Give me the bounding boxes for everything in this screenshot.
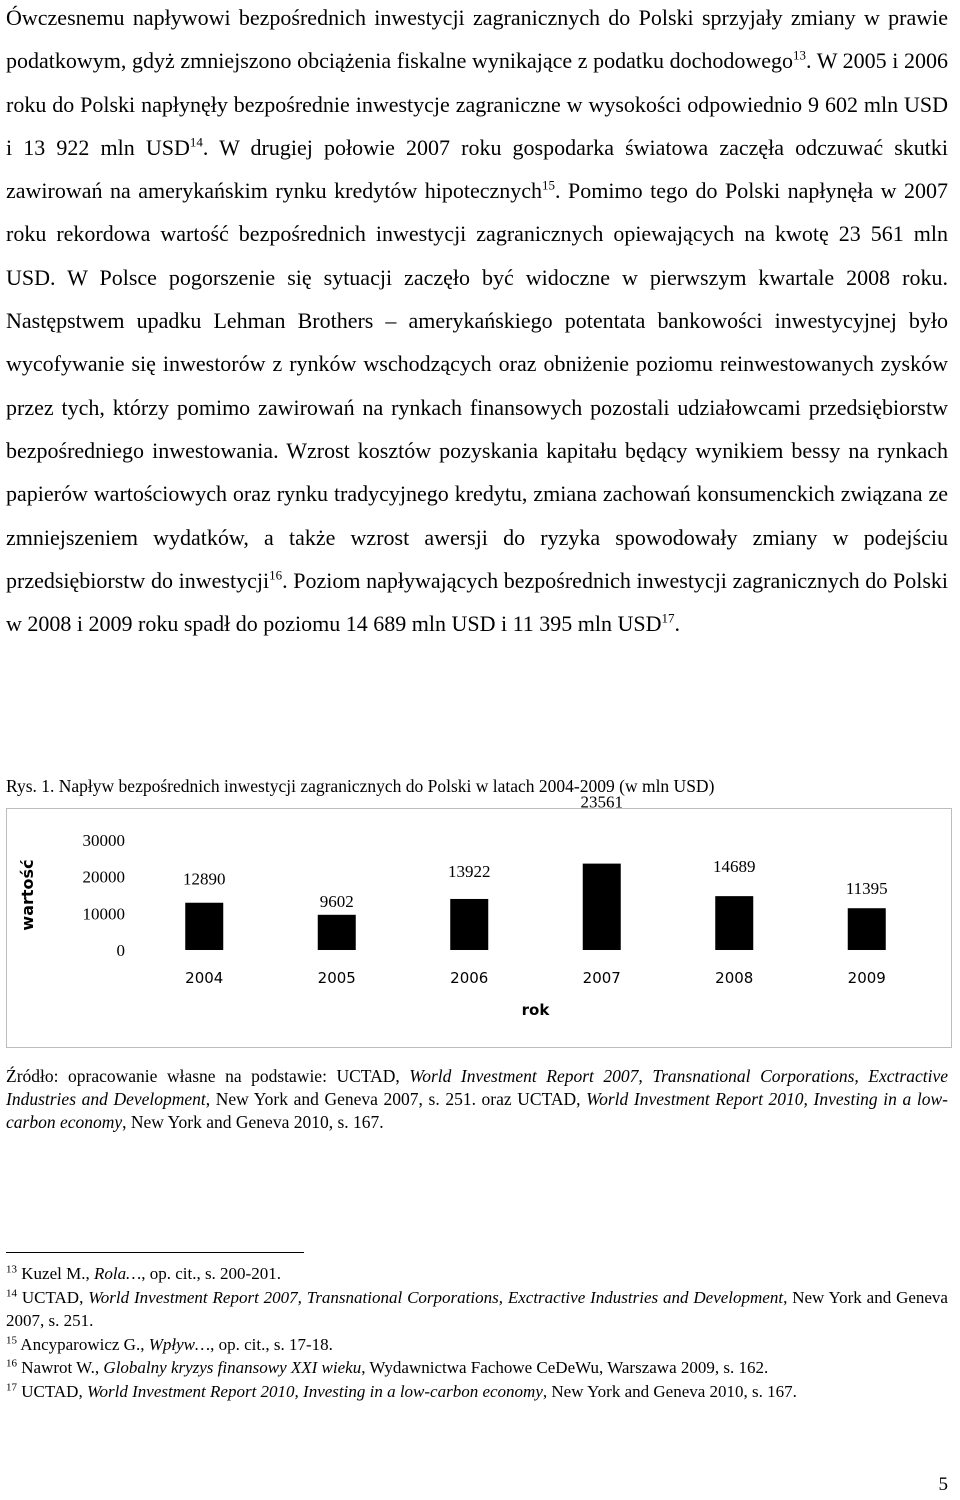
- data-label: 9602: [319, 891, 354, 911]
- footnote-ref[interactable]: 15: [542, 177, 556, 193]
- footnote: [6, 1286, 948, 1333]
- bar-2008: [715, 896, 753, 950]
- y-tick-label: 0: [116, 941, 125, 960]
- footnote-ref[interactable]: 14: [189, 134, 203, 150]
- footnote-text: Ancyparowicz G.,: [17, 1334, 149, 1354]
- x-tick-label: 2006: [450, 969, 489, 987]
- source-text: Źródło: opracowanie własne na podstawie: UCTAD,: [6, 1066, 410, 1086]
- footnote-number: 13: [6, 1263, 17, 1276]
- data-label: 23561: [580, 792, 623, 812]
- y-tick-label: 30000: [82, 831, 125, 850]
- footnote: [6, 1262, 948, 1286]
- y-axis-title: wartość: [18, 859, 37, 931]
- footnote-text: UCTAD,: [17, 1287, 89, 1307]
- x-tick-label: 2008: [715, 969, 754, 987]
- footnote: [6, 1380, 948, 1404]
- footnote-ref[interactable]: 16: [269, 567, 283, 583]
- paragraph-text: . W 2005 i 2006 roku do Polski napłynęły bezpośrednie inwestycje zagraniczne w wysokości odpowiednio 9 602 mln USD i 13 922 mln USD: [6, 48, 948, 160]
- y-tick-label: 20000: [82, 867, 125, 887]
- footnote-number: 15: [6, 1333, 17, 1346]
- bar-2006: [450, 899, 488, 950]
- footnote-number: 17: [6, 1380, 17, 1393]
- data-label: 12890: [183, 869, 226, 889]
- x-tick-label: 2005: [317, 969, 356, 987]
- bar-2004: [185, 903, 223, 950]
- footnote-number: 16: [6, 1357, 17, 1370]
- footnote: [6, 1356, 948, 1380]
- footnote-title: Rola…: [93, 1264, 142, 1283]
- figure-caption: Rys. 1. Napływ bezpośrednich inwestycji zagranicznych do Polski w latach 2004-2009 (w mln USD): [6, 776, 715, 796]
- paragraph-text: . Pomimo tego do Polski napłynęła w 2007 roku rekordowa wartość bezpośrednich inwestycji zagranicznych opiewających na kwotę 23 561 mln USD. W Polsce pogorszenie się sytuacji zaczęło być widoczne w pierwszym kwartale 2008 roku. Następstwem upadku Lehman Brothers – amerykańskiego potentata bankowości inwestycyjnej było wycofywanie się inwestorów z rynków wschodzących oraz obniżenie poziomu reinwestowanych zysków przez tych, którzy pomimo zawirowań na rynkach finansowych pozostali udziałowcami przedsiębiorstw bezpośredniego inwestowania. Wzrost kosztów pozyskania kapitału będący wynikiem bessy na rynkach papierów wartościowych oraz rynku tradycyjnego kredytu, zmiana zachowań konsumenckich związana ze zmniejszeniem wydatków, a także wzrost awersji do ryzyka spowodowały zmiany w podejściu przedsiębiorstw do inwestycji: [6, 178, 948, 593]
- data-label: 11395: [845, 879, 888, 899]
- page-number: 5: [938, 1474, 948, 1495]
- x-axis-title: rok: [521, 1001, 550, 1019]
- footnote-ref[interactable]: 17: [661, 610, 675, 626]
- source-title: World Investment Report 2007, Transnational Corporations, Exctractive Industries and Development: [6, 1066, 948, 1109]
- footnote-text: , New York and Geneva 2010, s. 167.: [542, 1381, 797, 1401]
- y-tick-label: 10000: [82, 904, 125, 924]
- paragraph-text: . Poziom napływających bezpośrednich inwestycji zagranicznych do Polski w 2008 i 2009 roku spadł do poziomu 14 689 mln USD i 11 395 mln USD: [6, 567, 948, 637]
- footnote-text: , Wydawnictwa Fachowe CeDeWu, Warszawa 2009, s. 162.: [361, 1358, 769, 1377]
- bar-chart: [6, 792, 952, 1048]
- paragraph-text: Ówczesnemu napływowi bezpośrednich inwestycji zagranicznych do Polski sprzyjały zmiany w prawie podatkowym, gdyż zmniejszono obciążenia fiskalne wynikające z podatku dochodowego: [6, 5, 948, 74]
- footnote-title: Globalny kryzys finansowy XXI wieku: [103, 1358, 362, 1377]
- data-label: 14689: [713, 857, 756, 877]
- paragraph-text: .: [674, 611, 681, 637]
- x-tick-label: 2004: [185, 969, 224, 987]
- bar-2009: [848, 908, 886, 950]
- bar-2007: [583, 864, 621, 950]
- x-tick-label: 2009: [847, 969, 886, 987]
- x-tick-label: 2007: [582, 969, 621, 987]
- main-paragraph: [6, 0, 948, 645]
- footnote-text: Kuzel M.,: [17, 1264, 94, 1283]
- footnote-separator: [6, 1252, 304, 1253]
- footnotes: [6, 1262, 948, 1403]
- data-label: 13922: [448, 861, 491, 881]
- footnote-title: Wpływ…: [148, 1334, 211, 1354]
- footnote-ref[interactable]: 13: [793, 47, 807, 63]
- source-text: , New York and Geneva 2010, s. 167.: [122, 1112, 384, 1132]
- footnote-text: Nawrot W.,: [17, 1358, 104, 1377]
- source-text: , New York and Geneva 2007, s. 251. oraz UCTAD,: [205, 1089, 587, 1109]
- source-title: World Investment Report 2010, Investing in a low-carbon economy: [6, 1089, 948, 1132]
- bar-2005: [318, 915, 356, 950]
- footnote-title: World Investment Report 2010, Investing in a low-carbon economy: [86, 1381, 543, 1401]
- footnote: [6, 1333, 948, 1357]
- footnote-text: , op. cit., s. 200-201.: [141, 1264, 281, 1283]
- chart-canvas: [7, 792, 951, 1047]
- paragraph-text: . W drugiej połowie 2007 roku gospodarka światowa zaczęła odczuwać skutki zawirowań na amerykańskim rynku kredytów hipotecznych: [6, 134, 948, 204]
- footnote-text: , op. cit., s. 17-18.: [210, 1334, 333, 1354]
- footnote-number: 14: [6, 1286, 17, 1299]
- figure-source: [6, 1065, 948, 1134]
- footnote-text: UCTAD,: [17, 1381, 87, 1401]
- footnote-title: World Investment Report 2007, Transnational Corporations, Exctractive Industries and Development: [88, 1287, 784, 1307]
- footnote-text: , New York and Geneva 2007, s. 251.: [6, 1287, 948, 1330]
